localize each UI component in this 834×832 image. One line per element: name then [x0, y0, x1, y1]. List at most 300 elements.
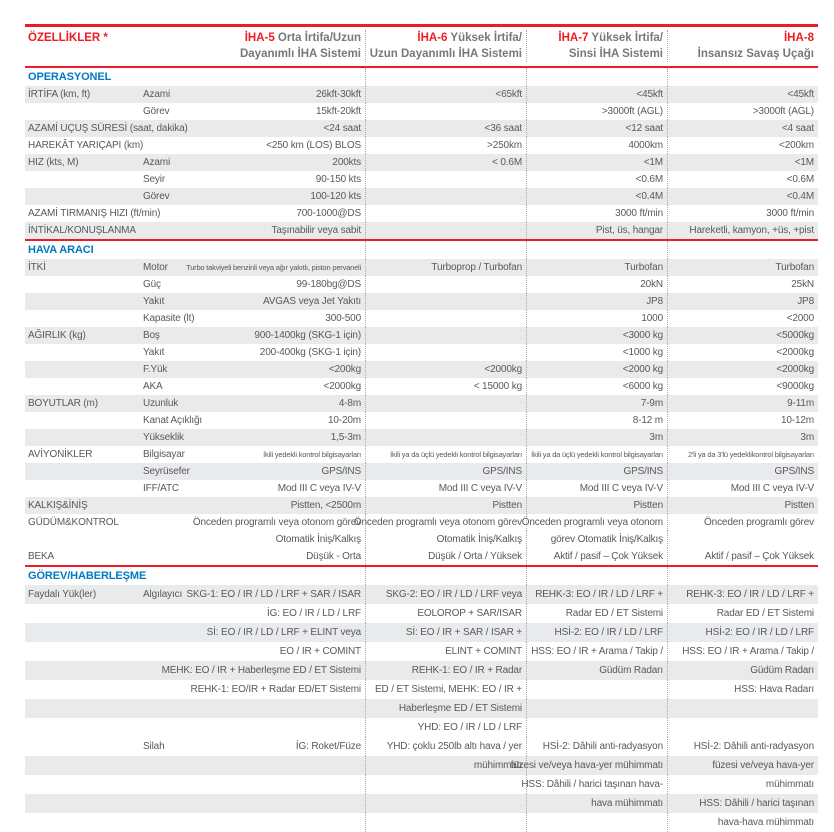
value-iha7: 3m: [527, 429, 668, 446]
value-iha8: <2000kg: [776, 364, 814, 375]
sub-attribute-label: [143, 137, 238, 154]
table-row: [25, 361, 818, 378]
value-iha7: Radar ED / ET Sistemi: [527, 604, 668, 623]
section-header-cell: [25, 68, 366, 86]
value-iha7: HSİ-2: EO / IR / LD / LRF: [527, 623, 668, 642]
table-row: [25, 327, 818, 344]
table-row: [25, 642, 818, 661]
table-row: [25, 480, 818, 497]
value-iha5: Önceden programlı veya otonom görev: [238, 514, 366, 531]
value-iha8: 3m: [800, 432, 814, 443]
value-iha7: Önceden programlı veya otonom: [527, 514, 668, 531]
table-body: [25, 66, 818, 832]
value-iha5: [238, 756, 366, 775]
value-iha8: JP8: [797, 296, 814, 307]
value-iha8: Radar ED / ET Sistemi: [716, 608, 814, 619]
uav-comparison-table: [25, 24, 818, 832]
table-row: [25, 120, 818, 137]
value-iha5: 15kft-20kft: [238, 103, 366, 120]
value-iha6: <2000kg: [366, 361, 527, 378]
sub-attribute-label: [143, 120, 238, 137]
value-iha8: <0.4M: [786, 191, 814, 202]
value-iha5: REHK-1: EO/IR + Radar ED/ET Sistemi: [238, 680, 366, 699]
attribute-label: [25, 293, 143, 310]
section-label: OPERASYONEL: [28, 71, 112, 83]
uav-header-line1: [238, 30, 361, 46]
value-iha8: füzesi ve/veya hava-yer: [712, 760, 814, 771]
section-header-cell: [366, 68, 527, 86]
value-iha5: 10-20m: [238, 412, 366, 429]
attribute-label: [25, 794, 143, 813]
sub-attribute-label: Algılayıcı: [143, 589, 183, 600]
value-iha8: 25kN: [791, 279, 814, 290]
value-iha6: [366, 310, 527, 327]
value-iha5: <24 saat: [238, 120, 366, 137]
value-iha6: <36 saat: [366, 120, 527, 137]
attribute-label: [25, 680, 143, 699]
attribute-label: [25, 171, 143, 188]
table-row: [25, 680, 818, 699]
value-iha5: AVGAS veya Jet Yakıtı: [238, 293, 366, 310]
section-header-cell: [668, 68, 818, 86]
value-iha8: HSİ-2: EO / IR / LD / LRF: [705, 627, 814, 638]
attribute-label: [25, 103, 143, 120]
uav-header-line2: Uzun Dayanımlı İHA Sistemi: [369, 48, 522, 60]
table-row: [25, 86, 818, 103]
value-iha5: İG: Roket/Füze: [238, 737, 366, 756]
sub-attribute-label: AKA: [143, 381, 163, 392]
attribute-label: [25, 412, 143, 429]
sub-attribute-label: [143, 205, 238, 222]
table-row: [25, 188, 818, 205]
sub-attribute-label: Bilgisayar: [143, 449, 185, 460]
sub-attribute-label: Yakıt: [143, 296, 165, 307]
uav-column-header-iha7: [527, 30, 668, 62]
uav-column-header-iha8: [668, 30, 818, 62]
table-row: [25, 344, 818, 361]
table-row: [25, 497, 818, 514]
value-iha6: [366, 344, 527, 361]
attribute-label: [25, 531, 143, 548]
value-iha5: [238, 718, 366, 737]
value-iha6: REHK-1: EO / IR + Radar: [366, 661, 527, 680]
uav-code: İHA-7: [558, 32, 589, 44]
value-iha6: Haberleşme ED / ET Sistemi: [366, 699, 527, 718]
value-iha7: Pist, üs, hangar: [527, 222, 668, 239]
value-iha8: [668, 718, 818, 737]
value-iha7: <12 saat: [527, 120, 668, 137]
sub-attribute-label: IFF/ATC: [143, 483, 179, 494]
attribute-label: AZAMİ UÇUŞ SÜRESİ (saat, dakika): [28, 123, 188, 134]
section-header-cell: [527, 567, 668, 585]
attribute-label: [25, 276, 143, 293]
value-iha8: <45kft: [787, 89, 814, 100]
value-iha7: [527, 699, 668, 718]
section-header-cell: [25, 241, 366, 259]
table-row: [25, 171, 818, 188]
attribute-label: [25, 661, 143, 680]
table-row: [25, 412, 818, 429]
value-iha6: [366, 103, 527, 120]
value-iha7: 3000 ft/min: [527, 205, 668, 222]
section-header-row: [25, 239, 818, 259]
value-iha8: Güdüm Radarı: [750, 665, 814, 676]
value-iha8: 9-11m: [787, 398, 814, 409]
table-row: [25, 737, 818, 756]
value-iha5: EO / IR + COMINT: [238, 642, 366, 661]
uav-header-line2: Dayanımlı İHA Sistemi: [239, 48, 361, 60]
value-iha8: Pistten: [784, 500, 814, 511]
sub-attribute-label: [143, 718, 238, 737]
value-iha7: <2000 kg: [527, 361, 668, 378]
section-label: HAVA ARACI: [28, 244, 94, 256]
value-iha7: hava mühimmatı: [527, 794, 668, 813]
features-column-header: [25, 30, 238, 62]
value-iha7: İkili ya da üçlü yedekli kontrol bilgisayarları: [527, 446, 668, 463]
value-iha6: <65kft: [366, 86, 527, 103]
value-iha8: Hareketli, kamyon, +üs, +pist: [689, 225, 814, 236]
attribute-label: [25, 429, 143, 446]
sub-attribute-label: [143, 548, 238, 565]
table-row: [25, 205, 818, 222]
attribute-label: [25, 642, 143, 661]
features-label: ÖZELLİKLER *: [28, 32, 108, 44]
value-iha6: EOLOROP + SAR/ISAR: [366, 604, 527, 623]
uav-header-line1: [668, 30, 814, 46]
section-header-cell: [527, 68, 668, 86]
value-iha6: [366, 222, 527, 239]
sub-attribute-label: Yükseklik: [143, 432, 184, 443]
section-label: GÖREV/HABERLEŞME: [28, 570, 147, 582]
sub-attribute-label: Motor: [143, 262, 168, 273]
value-iha6: ED / ET Sistemi, MEHK: EO / IR +: [366, 680, 527, 699]
value-iha6: GPS/INS: [366, 463, 527, 480]
section-header-cell: [366, 241, 527, 259]
value-iha5: Otomatik İniş/Kalkış: [238, 531, 366, 548]
attribute-label: [25, 718, 143, 737]
value-iha7: <6000 kg: [527, 378, 668, 395]
sub-attribute-label: [143, 794, 238, 813]
attribute-label: [25, 480, 143, 497]
value-iha6: Otomatik İniş/Kalkış: [366, 531, 527, 548]
value-iha5: Sİ: EO / IR / LD / LRF + ELINT veya: [238, 623, 366, 642]
table-row: [25, 623, 818, 642]
value-iha7: <0.4M: [527, 188, 668, 205]
sub-attribute-label: [143, 699, 238, 718]
value-iha8: HSS: EO / IR + Arama / Takip /: [682, 646, 814, 657]
section-header-cell: [668, 241, 818, 259]
attribute-label: [25, 310, 143, 327]
section-header-cell: [527, 241, 668, 259]
value-iha6: [366, 775, 527, 794]
value-iha6: Düşük / Orta / Yüksek: [366, 548, 527, 565]
value-iha8: >3000ft (AGL): [752, 106, 814, 117]
value-iha5: 200-400kg (SKG-1 için): [238, 344, 366, 361]
table-row: [25, 293, 818, 310]
value-iha7: görev Otomatik İniş/Kalkış: [527, 531, 668, 548]
value-iha8: GPS/INS: [774, 466, 814, 477]
value-iha7: GPS/INS: [527, 463, 668, 480]
value-iha5: [238, 794, 366, 813]
value-iha5: 26kft-30kft: [238, 86, 366, 103]
sub-attribute-label: [143, 497, 238, 514]
sub-attribute-label: [143, 756, 238, 775]
uav-code: İHA-8: [783, 32, 814, 44]
value-iha8: Önceden programlı görev: [704, 517, 814, 528]
value-iha5: <200kg: [238, 361, 366, 378]
attribute-label: İTKİ: [28, 262, 46, 273]
value-iha8: mühimmatı: [765, 779, 814, 790]
attribute-label: İNTİKAL/KONUŞLANMA: [28, 225, 136, 236]
value-iha5: 1,5-3m: [238, 429, 366, 446]
table-row: [25, 395, 818, 412]
sub-attribute-label: Görev: [143, 106, 170, 117]
value-iha6: Mod III C veya IV-V: [366, 480, 527, 497]
table-row: [25, 661, 818, 680]
table-row: [25, 756, 818, 775]
value-iha7: Aktif / pasif – Çok Yüksek: [527, 548, 668, 565]
value-iha6: >250km: [366, 137, 527, 154]
sub-attribute-label: Güç: [143, 279, 161, 290]
value-iha7: Güdüm Radarı: [527, 661, 668, 680]
section-header-cell: [25, 567, 366, 585]
attribute-label: [25, 623, 143, 642]
value-iha5: 4-8m: [238, 395, 366, 412]
value-iha6: < 0.6M: [366, 154, 527, 171]
table-row: [25, 310, 818, 327]
sub-attribute-label: Azami: [143, 157, 171, 168]
value-iha8: HSS: Hava Radarı: [734, 684, 814, 695]
table-row: [25, 813, 818, 832]
value-iha5: [238, 775, 366, 794]
value-iha5: [238, 699, 366, 718]
value-iha7: Pistten: [527, 497, 668, 514]
value-iha6: YHD: EO / IR / LD / LRF: [366, 718, 527, 737]
value-iha7: 8-12 m: [527, 412, 668, 429]
value-iha8: HSS: Dâhili / harici taşınan: [699, 798, 814, 809]
attribute-label: [25, 344, 143, 361]
uav-column-header-iha6: [366, 30, 527, 62]
attribute-label: Faydalı Yük(ler): [28, 589, 96, 600]
attribute-label: [25, 463, 143, 480]
value-iha7: Mod III C veya IV-V: [527, 480, 668, 497]
value-iha7: füzesi ve/veya hava-yer mühimmatı: [527, 756, 668, 775]
table-row: [25, 137, 818, 154]
value-iha6: [366, 813, 527, 832]
sub-attribute-label: [143, 531, 238, 548]
value-iha6: ELINT + COMINT: [366, 642, 527, 661]
value-iha5: <2000kg: [238, 378, 366, 395]
sub-attribute-label: [143, 775, 238, 794]
value-iha5: Pistten, <2500m: [238, 497, 366, 514]
value-iha8: [668, 699, 818, 718]
uav-desc: Yüksek İrtifa/: [447, 32, 522, 44]
sub-attribute-label: Seyir: [143, 174, 166, 185]
table-row: [25, 259, 818, 276]
section-header-row: [25, 66, 818, 86]
value-iha5: SKG-1: EO / IR / LD / LRF + SAR / ISAR: [238, 585, 366, 604]
table-row: [25, 222, 818, 239]
value-iha7: HSS: Dâhili / harici taşınan hava-: [527, 775, 668, 794]
table-row: [25, 276, 818, 293]
value-iha8: Turbofan: [775, 262, 814, 273]
attribute-label: [25, 361, 143, 378]
table-row: [25, 446, 818, 463]
attribute-label: İRTİFA (km, ft): [28, 89, 91, 100]
attribute-label: [25, 813, 143, 832]
value-iha8: <0.6M: [786, 174, 814, 185]
attribute-label: [25, 756, 143, 775]
value-iha6: [366, 188, 527, 205]
value-iha6: [366, 412, 527, 429]
value-iha8: 10-12m: [780, 415, 814, 426]
value-iha5: İkili yedekli kontrol bilgisayarları: [238, 446, 366, 463]
attribute-label: [25, 737, 143, 756]
sub-attribute-label: Azami: [143, 89, 171, 100]
value-iha7: REHK-3: EO / IR / LD / LRF +: [527, 585, 668, 604]
table-row: [25, 585, 818, 604]
value-iha5: Taşınabilir veya sabit: [238, 222, 366, 239]
uav-header-line2: Sinsi İHA Sistemi: [568, 48, 663, 60]
value-iha8: <2000: [786, 313, 814, 324]
value-iha7: Turbofan: [527, 259, 668, 276]
sub-attribute-label: Seyrüsefer: [143, 466, 190, 477]
sub-attribute-label: Kanat Açıklığı: [143, 415, 203, 426]
attribute-label: [25, 775, 143, 794]
uav-desc: Yüksek İrtifa/: [588, 32, 663, 44]
uav-column-header-iha5: [238, 30, 366, 62]
table-row: [25, 775, 818, 794]
attribute-label: HAREKÂT YARIÇAPI (km): [28, 140, 144, 151]
value-iha5: 100-120 kts: [238, 188, 366, 205]
value-iha5: Düşük - Orta: [238, 548, 366, 565]
table-row: [25, 604, 818, 623]
uav-code: İHA-5: [244, 32, 275, 44]
value-iha8: <5000kg: [776, 330, 814, 341]
value-iha7: 1000: [527, 310, 668, 327]
value-iha7: HSS: EO / IR + Arama / Takip /: [527, 642, 668, 661]
value-iha6: < 15000 kg: [366, 378, 527, 395]
table-header: [25, 24, 818, 66]
value-iha5: MEHK: EO / IR + Haberleşme ED / ET Sistemi: [238, 661, 366, 680]
value-iha6: [366, 276, 527, 293]
attribute-label: [25, 378, 143, 395]
value-iha5: <250 km (LOS) BLOS: [238, 137, 366, 154]
value-iha7: >3000ft (AGL): [527, 103, 668, 120]
value-iha8: <2000kg: [776, 347, 814, 358]
table-row: [25, 378, 818, 395]
sub-attribute-label: Görev: [143, 191, 170, 202]
sub-attribute-label: [143, 642, 238, 661]
value-iha5: [238, 813, 366, 832]
value-iha8: <1M: [794, 157, 814, 168]
sub-attribute-label: Yakıt: [143, 347, 165, 358]
value-iha7: JP8: [527, 293, 668, 310]
value-iha8: <4 saat: [781, 123, 814, 134]
attribute-label: KALKIŞ&İNİŞ: [28, 500, 88, 511]
uav-code: İHA-6: [417, 32, 448, 44]
value-iha7: <1000 kg: [527, 344, 668, 361]
value-iha7: <1M: [527, 154, 668, 171]
table-row: [25, 429, 818, 446]
value-iha6: [366, 205, 527, 222]
table-row: [25, 103, 818, 120]
value-iha6: [366, 327, 527, 344]
value-iha5: 300-500: [238, 310, 366, 327]
value-iha6: Sİ: EO / IR + SAR / ISAR +: [366, 623, 527, 642]
value-iha7: [527, 718, 668, 737]
sub-attribute-label: Kapasite (lt): [143, 313, 195, 324]
section-header-cell: [668, 567, 818, 585]
value-iha8: hava-hava mühimmatı: [717, 817, 814, 828]
table-row: [25, 463, 818, 480]
uav-header-line1: [366, 30, 522, 46]
section-header-row: [25, 565, 818, 585]
table-row: [25, 514, 818, 531]
sub-attribute-label: Boş: [143, 330, 160, 341]
attribute-label: [25, 188, 143, 205]
attribute-label: GÜDÜM&KONTROL: [28, 517, 119, 528]
sub-attribute-label: [143, 222, 238, 239]
attribute-label: AVİYONİKLER: [28, 449, 93, 460]
value-iha8: [668, 531, 818, 548]
sub-attribute-label: [143, 604, 238, 623]
table-row: [25, 699, 818, 718]
uav-header-line2: İnsansız Savaş Uçağı: [697, 48, 814, 60]
value-iha6: mühimmatı: [366, 756, 527, 775]
value-iha5: Mod III C veya IV-V: [238, 480, 366, 497]
value-iha6: İkili ya da üçlü yedekli kontrol bilgisayarları: [366, 446, 527, 463]
attribute-label: BEKA: [28, 551, 55, 562]
value-iha7: <45kft: [527, 86, 668, 103]
uav-desc: Orta İrtifa/Uzun: [274, 32, 361, 44]
value-iha8: 3000 ft/min: [766, 208, 814, 219]
table-row: [25, 794, 818, 813]
table-row: [25, 718, 818, 737]
value-iha6: SKG-2: EO / IR / LD / LRF veya: [366, 585, 527, 604]
value-iha8: Aktif / pasif – Çok Yüksek: [704, 551, 814, 562]
value-iha6: Önceden programlı veya otonom görev: [366, 514, 527, 531]
table-row: [25, 154, 818, 171]
value-iha6: Pistten: [366, 497, 527, 514]
value-iha6: [366, 293, 527, 310]
attribute-label: BOYUTLAR (m): [28, 398, 98, 409]
value-iha7: [527, 813, 668, 832]
value-iha8: HSİ-2: Dâhili anti-radyasyon: [693, 741, 814, 752]
value-iha8: REHK-3: EO / IR / LD / LRF +: [686, 589, 814, 600]
value-iha7: 4000km: [527, 137, 668, 154]
value-iha7: 7-9m: [527, 395, 668, 412]
uav-header-line1: [527, 30, 663, 46]
sub-attribute-label: Silah: [143, 741, 165, 752]
value-iha5: 99-180bg@DS: [238, 276, 366, 293]
value-iha7: <3000 kg: [527, 327, 668, 344]
value-iha7: 20kN: [527, 276, 668, 293]
attribute-label: AĞIRLIK (kg): [28, 330, 86, 341]
value-iha5: Turbo takviyeli benzinli veya ağır yakıtlı, piston pervaneli: [238, 259, 366, 276]
value-iha7: <0.6M: [527, 171, 668, 188]
value-iha6: [366, 395, 527, 412]
section-header-cell: [366, 567, 527, 585]
value-iha5: 700-1000@DS: [238, 205, 366, 222]
table-row: [25, 548, 818, 565]
value-iha5: İG: EO / IR / LD / LRF: [238, 604, 366, 623]
value-iha8: <200km: [779, 140, 814, 151]
table-row: [25, 531, 818, 548]
value-iha8: Mod III C veya IV-V: [730, 483, 814, 494]
value-iha8: <9000kg: [776, 381, 814, 392]
value-iha6: Turboprop / Turbofan: [366, 259, 527, 276]
